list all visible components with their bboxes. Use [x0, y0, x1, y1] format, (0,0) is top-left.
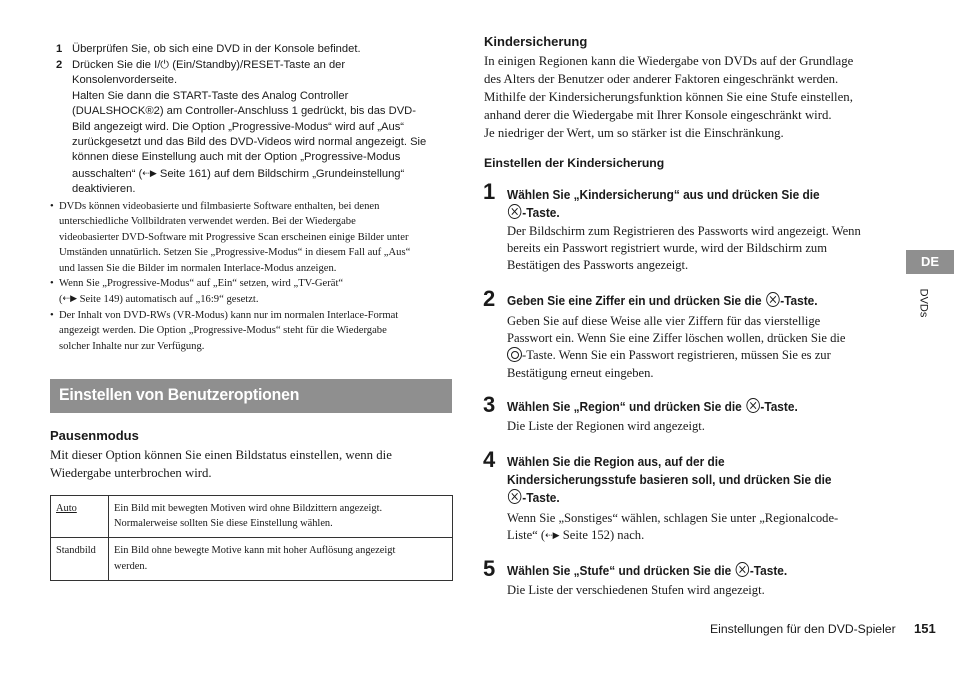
text-span: ausschalten“ ( — [72, 167, 143, 180]
text-line — [59, 291, 456, 307]
text-span: Liste“ ( — [507, 528, 546, 543]
text-line — [507, 398, 887, 416]
chapter-side-label — [917, 283, 935, 323]
text-line: zurückgesetzt und das Bild des DVD-Videos wird normal angezeigt. Sie — [72, 136, 427, 149]
parental-description — [484, 52, 889, 142]
text-line — [72, 166, 456, 182]
text-line: Der Inhalt von DVD-RWs (VR-Modus) kann nur im normalen Interlace-Format — [59, 310, 399, 321]
text-span: -Taste. — [780, 293, 818, 308]
parental-subheading: Einstellen der Kindersicherung — [484, 156, 665, 170]
bullet-dot: • — [50, 201, 54, 212]
pause-description — [50, 446, 452, 482]
text-line: Kindersicherungsstufe basieren soll, und drücken Sie die — [507, 472, 832, 488]
pause-options-table — [50, 495, 453, 581]
text-line: Umständen unnatürlich. Setzen Sie „Progressive-Modus“ in diesem Fall auf „Aus“ — [59, 247, 411, 259]
step-number-3: 3 — [483, 392, 496, 417]
step-5-body — [507, 582, 887, 599]
text-line: unterschiedliche Vollbildraten verwendet werden. Bei der Wiedergabe — [59, 216, 356, 228]
text-line: des Alters der Benutzer oder anderer Faktoren eingeschränkt werden. — [484, 72, 839, 86]
text-span: ( — [59, 294, 63, 306]
text-line — [507, 347, 887, 364]
text-line: Der Bildschirm zum Registrieren des Passworts wird angezeigt. Wenn — [507, 224, 861, 238]
text-line: Je niedriger der Wert, um so stärker ist die Einschränkung. — [484, 126, 784, 140]
option-key: Standbild — [51, 538, 109, 580]
chapter-side-label-text: DVDs — [917, 288, 930, 318]
page-ref-arrow-icon: ⇠▶ — [545, 530, 560, 541]
text-line: Wenn Sie „Progressive-Modus“ auf „Ein“ setzen, wird „TV-Gerät“ — [59, 278, 344, 289]
text-line: Wählen Sie „Kindersicherung“ aus und drücken Sie die — [507, 187, 820, 202]
step-2-heading — [507, 292, 849, 310]
section-title: Einstellen von Benutzeroptionen — [59, 385, 300, 404]
footer-title: Einstellungen für den DVD-Spieler — [710, 622, 896, 636]
text-line: können diese Einstellung auch mit der Option „Progressive-Modus — [72, 151, 401, 164]
cross-button-icon — [508, 204, 522, 219]
text-span: -Taste. — [522, 490, 560, 506]
cross-button-icon — [766, 292, 780, 307]
text-line: Geben Sie auf diese Weise alle vier Ziffern für das vierstellige — [507, 314, 821, 328]
step-4-heading — [507, 453, 849, 508]
text-span: Geben Sie eine Ziffer ein und drücken Sie die — [507, 293, 762, 308]
language-tab-label: DE — [920, 254, 940, 269]
text-line: und lassen Sie die Bilder im normalen Interlace-Modus anzeigen. — [59, 262, 337, 274]
text-line: Ein Bild mit bewegten Motiven wird ohne Bildzittern angezeigt. — [114, 503, 383, 514]
text-span: Wählen Sie „Region“ und drücken Sie die — [507, 399, 742, 414]
circle-button-icon — [507, 347, 522, 362]
page-ref-arrow-icon: ⇠▶ — [142, 167, 157, 178]
option-desc — [109, 538, 453, 580]
note-text — [59, 308, 456, 354]
text-line: deaktivieren. — [72, 183, 136, 196]
text-line: DVDs können videobasierte und filmbasierte Software enthalten, bei denen — [59, 201, 380, 212]
text-line: anhand derer die Wiedergabe mit Ihrer Konsole eingeschränkt wird. — [484, 108, 832, 122]
text-line: angezeigt werden. Die Option „Progressive-Modus“ steht für die Wiedergabe — [59, 325, 387, 337]
parental-heading: Kindersicherung — [484, 34, 588, 49]
text-line: Wählen Sie die Region aus, auf der die — [507, 454, 725, 469]
text-line — [507, 292, 887, 310]
text-span: Seite 161) auf dem Bildschirm „Grundeinstellung“ — [156, 167, 405, 180]
step-text — [72, 58, 456, 198]
text-span: Seite 149) automatisch auf „16:9“ gesetzt. — [77, 294, 259, 306]
text-line: Ein Bild ohne bewegte Motive kann mit hoher Auflösung angezeigt — [114, 545, 396, 557]
text-span: Wählen Sie „Stufe“ und drücken Sie die — [507, 563, 732, 578]
option-desc — [109, 496, 453, 538]
cross-button-icon — [508, 489, 522, 504]
text-line: Mit dieser Option können Sie einen Bildstatus einstellen, wenn die — [50, 448, 392, 462]
text-line — [507, 527, 887, 544]
text-line: Wiedergabe unterbrochen wird. — [50, 466, 212, 480]
text-line: Die Liste der Regionen wird angezeigt. — [507, 419, 705, 433]
table-row — [51, 496, 453, 538]
step-number-2: 2 — [483, 286, 496, 311]
text-line: Konsolenvorderseite. — [72, 74, 178, 87]
note-text — [59, 199, 456, 276]
text-line: Wenn Sie „Sonstiges“ wählen, schlagen Sie unter „Regionalcode- — [507, 511, 839, 525]
text-line — [507, 204, 887, 222]
option-key-text: Auto — [56, 503, 77, 514]
text-line: In einigen Regionen kann die Wiedergabe von DVDs auf der Grundlage — [484, 54, 854, 68]
table-row — [51, 538, 453, 580]
step-5-heading — [507, 562, 849, 580]
text-line: werden. — [114, 560, 148, 572]
step-number: 1 — [56, 43, 63, 55]
language-tab — [906, 250, 954, 274]
option-key — [51, 496, 109, 538]
text-line — [507, 489, 887, 507]
text-line: Die Liste der verschiedenen Stufen wird angezeigt. — [507, 583, 765, 597]
step-number-5: 5 — [483, 556, 496, 581]
step-1-body — [507, 223, 887, 275]
text-span: -Taste. — [760, 399, 798, 414]
cross-button-icon — [746, 398, 760, 413]
text-line: Drücken Sie die I/⏻ (Ein/Standby)/RESET-Taste an der — [72, 59, 346, 71]
step-number-1: 1 — [483, 179, 496, 204]
step-number-4: 4 — [483, 447, 496, 472]
text-line: solcher Inhalte nur zur Verfügung. — [59, 340, 205, 352]
pause-heading: Pausenmodus — [50, 428, 139, 443]
text-line: Bild angezeigt wird. Die Option „Progressive-Modus“ wird auf „Aus“ — [72, 120, 405, 133]
step-1-heading — [507, 186, 849, 222]
text-line: Normalerweise sollten Sie diese Einstellung wählen. — [114, 518, 333, 530]
text-line: Bestätigen des Passworts angezeigt. — [507, 258, 689, 273]
text-span: -Taste. — [749, 563, 788, 578]
note-text — [59, 276, 456, 308]
text-line: (DUALSHOCK®2) am Controller-Anschluss 1 gedrückt, bis das DVD- — [72, 105, 416, 118]
text-line: Mithilfe der Kindersicherungsfunktion können Sie eine Stufe einstellen, — [484, 90, 853, 104]
bullet-dot: • — [50, 278, 54, 289]
text-line: Bestätigung erneut eingeben. — [507, 365, 654, 380]
step-3-body — [507, 418, 887, 435]
text-line: Halten Sie dann die START-Taste des Analog Controller — [72, 89, 349, 102]
text-span: -Taste. Wenn Sie ein Passwort registrieren, müssen Sie es zur — [522, 348, 831, 363]
bullet-dot: • — [50, 310, 54, 321]
page-ref-arrow-icon: ⇠▶ — [62, 293, 77, 304]
cross-button-icon — [735, 562, 749, 577]
text-span: -Taste. — [522, 205, 560, 221]
text-line: bereits ein Passwort registriert wurde, wird der Bildschirm zum — [507, 241, 828, 256]
step-3-heading — [507, 398, 849, 416]
page-number: 151 — [914, 621, 936, 636]
text-line — [507, 562, 887, 580]
section-header-bar — [50, 379, 452, 413]
text-line: videobasierter DVD-Software mit Progressive Scan erscheinen einige Bilder unter — [59, 231, 409, 243]
step-number: 2 — [56, 59, 63, 71]
step-text: Überprüfen Sie, ob sich eine DVD in der Konsole befindet. — [72, 43, 361, 55]
text-span: Seite 152) nach. — [559, 528, 645, 543]
step-2-body — [507, 313, 887, 382]
text-line: Passwort ein. Wenn Sie eine Ziffer löschen wollen, drücken Sie die — [507, 331, 846, 346]
step-4-body — [507, 510, 887, 544]
